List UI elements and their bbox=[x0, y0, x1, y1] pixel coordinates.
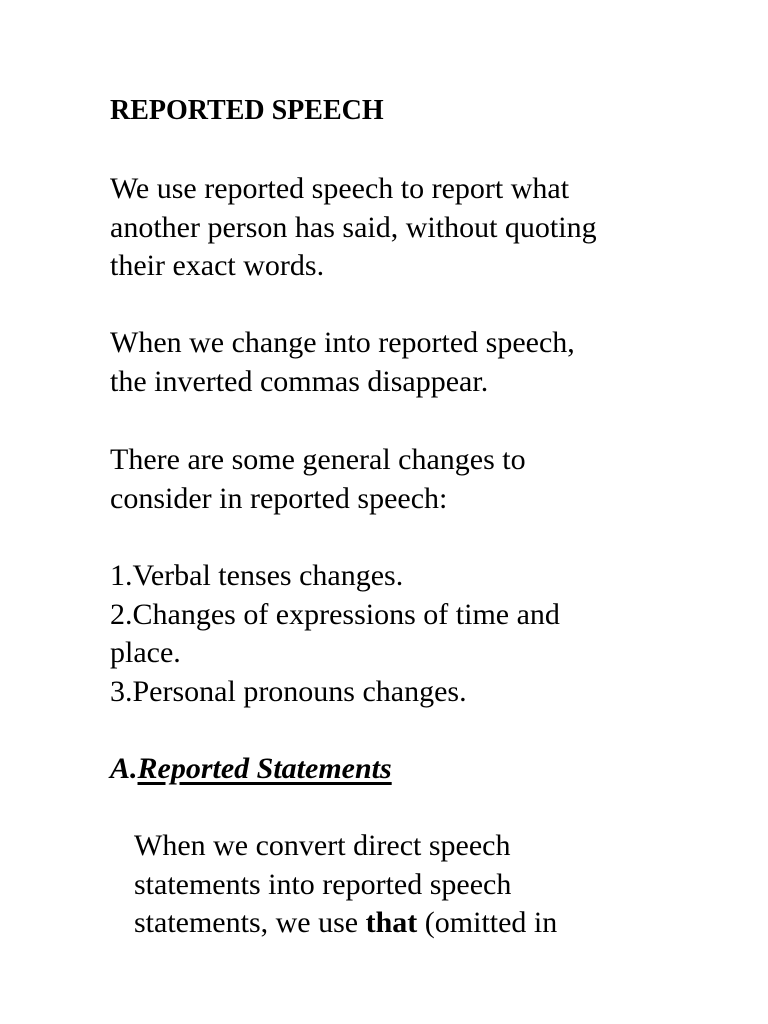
general-changes-line-1: There are some general changes to bbox=[110, 443, 526, 476]
statements-line-2: statements into reported speech bbox=[134, 867, 512, 901]
intro-paragraph bbox=[110, 170, 597, 286]
reported-statements-paragraph bbox=[134, 827, 557, 943]
intro-line-2: another person has said, without quoting bbox=[110, 210, 597, 244]
list-item: 1.Verbal tenses changes. bbox=[110, 559, 404, 592]
intro-line-1: We use reported speech to report what bbox=[110, 172, 570, 205]
statements-line-3 bbox=[134, 904, 557, 943]
section-prefix: A. bbox=[110, 752, 138, 785]
statements-line-1: When we convert direct speech bbox=[134, 829, 511, 862]
inverted-commas-line-2: the inverted commas disappear. bbox=[110, 364, 489, 398]
section-heading bbox=[110, 750, 392, 789]
list-item: 2.Changes of expressions of time and bbox=[110, 597, 560, 631]
statements-line-3-start: statements, we use bbox=[134, 906, 366, 939]
inverted-commas-line-1: When we change into reported speech, bbox=[110, 326, 575, 359]
list-item: place. bbox=[110, 636, 181, 669]
inverted-commas-paragraph bbox=[110, 324, 575, 401]
list-item: 3.Personal pronouns changes. bbox=[110, 674, 467, 708]
section-heading-text: Reported Statements bbox=[137, 752, 392, 785]
document-title: REPORTED SPEECH bbox=[110, 95, 384, 126]
intro-line-3: their exact words. bbox=[110, 249, 325, 282]
general-changes-paragraph bbox=[110, 441, 526, 518]
statements-line-3-end: (omitted in bbox=[417, 906, 558, 939]
changes-list bbox=[110, 557, 560, 711]
keyword-that: that bbox=[365, 906, 418, 939]
general-changes-line-2: consider in reported speech: bbox=[110, 481, 448, 515]
